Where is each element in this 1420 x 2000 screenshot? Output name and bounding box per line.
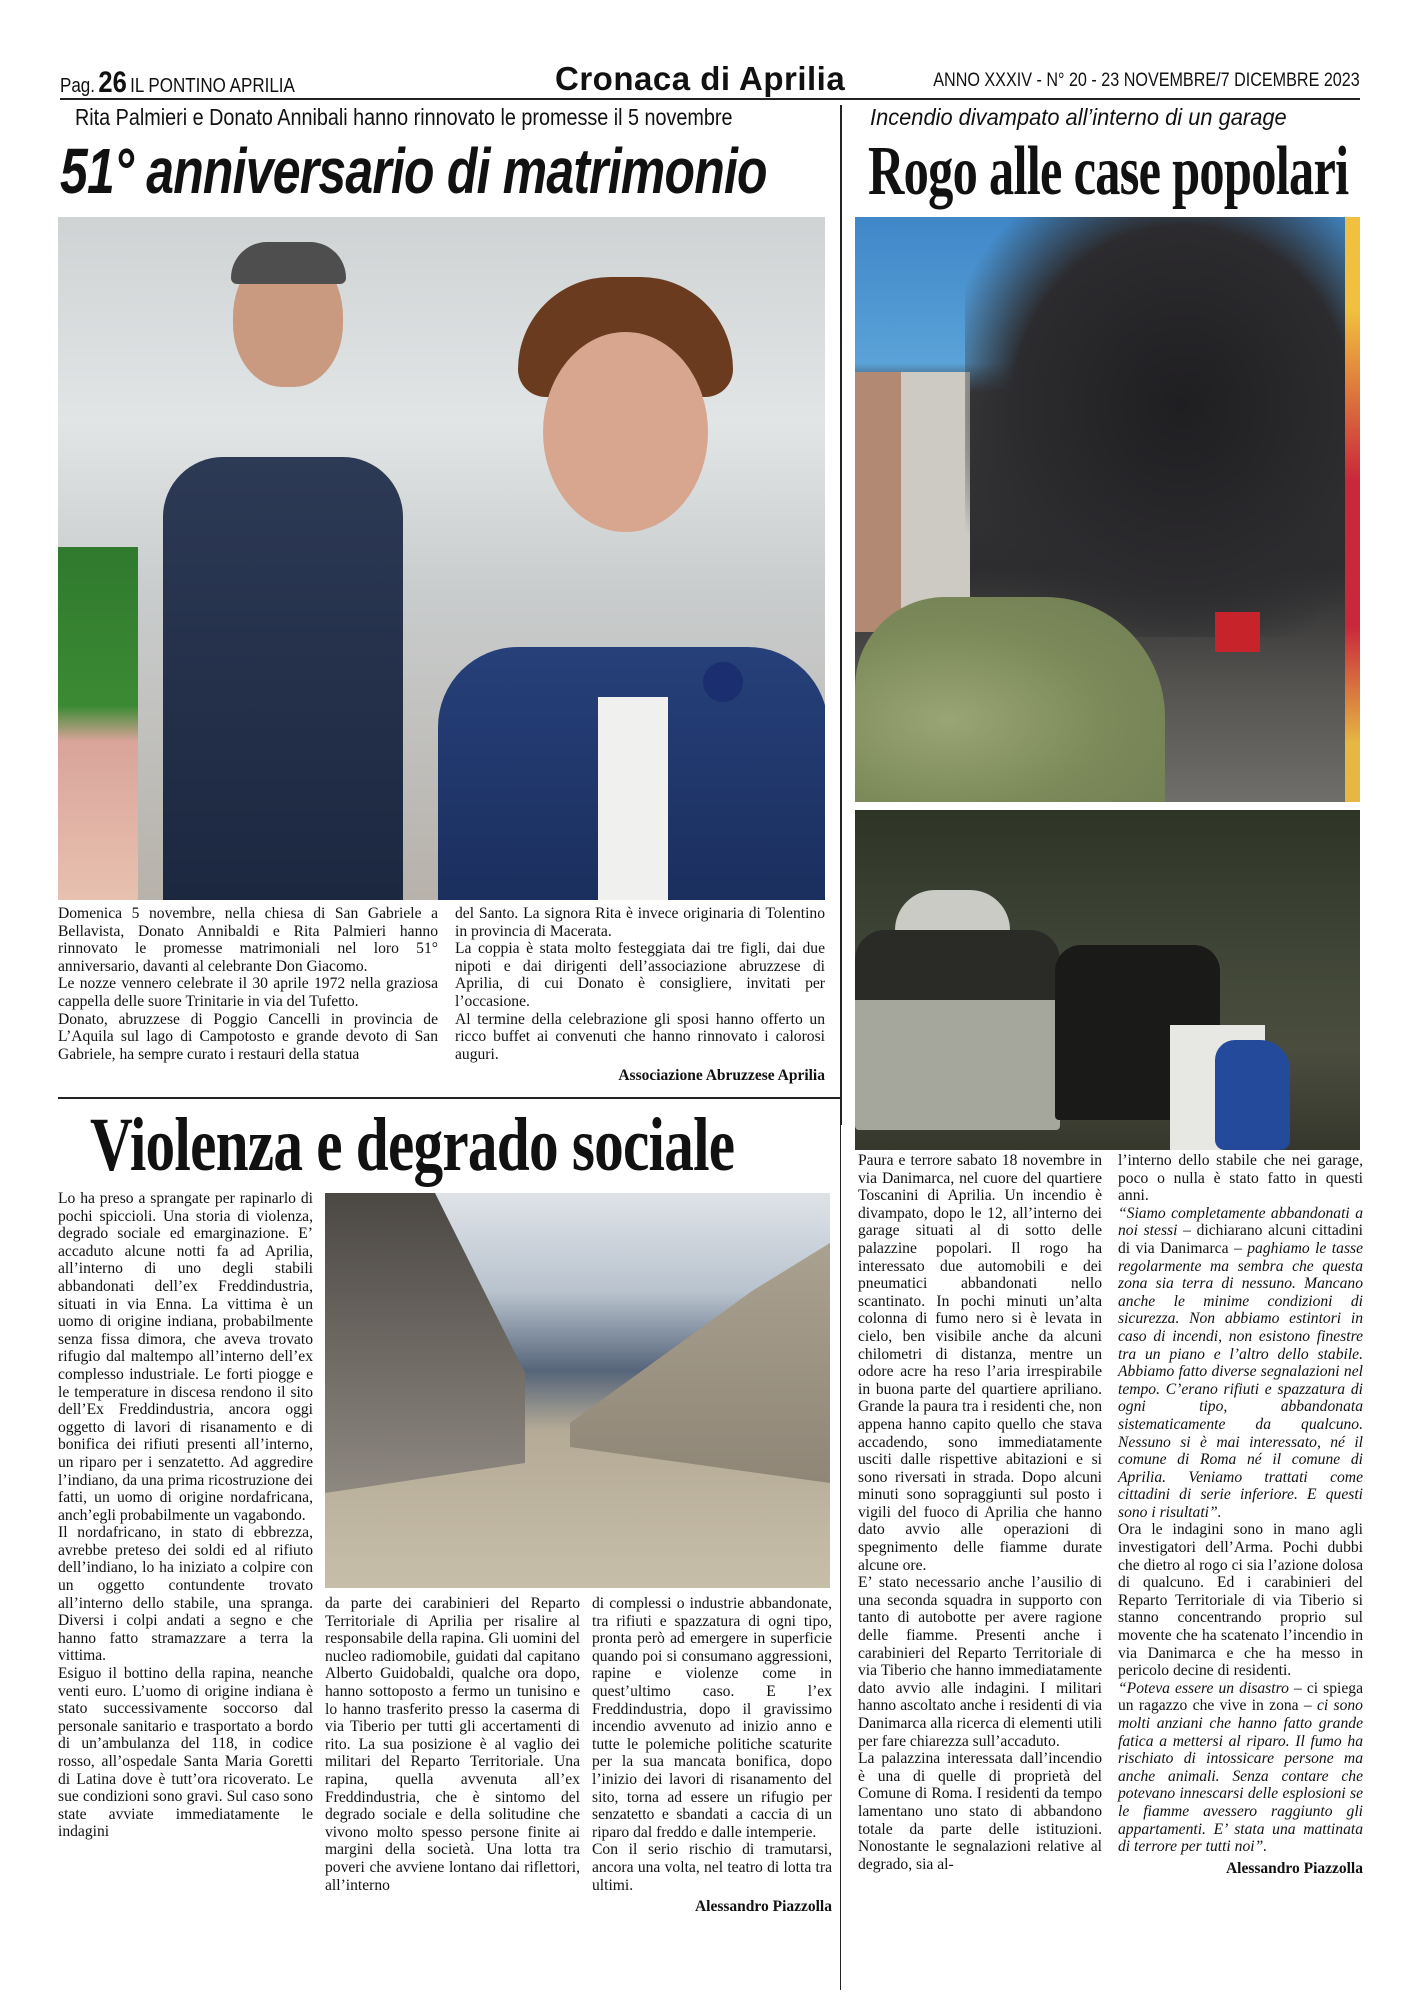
paragraph: La coppia è stata molto festeggiata dai tre figli, dai due nipoti e dai dirigenti dell’associazione abruzzese di Aprilia, di cui Donato è consigliere, invitati per l’occasione. <box>455 940 825 1010</box>
quote-text: “Poteva essere un disastro <box>1118 1679 1289 1697</box>
fire-headline: Rogo alle case popolari <box>868 133 1349 210</box>
paragraph: l’interno dello stabile che nei garage, poco o nulla è stato fatto in questi anni. <box>1118 1152 1363 1205</box>
page-prefix: Pag. <box>60 75 95 97</box>
page-label <box>60 66 295 100</box>
paragraph: di complessi o industrie abbandonate, tra rifiuti e spazzatura di ogni tipo, pronta però ad emergere in superficie quando poi si consumano aggressioni, rapine e violenze come in quest’ultimo caso. E l’ex Freddindustria, dopo il gravissimo incendio avvenuto ad inizio anno e tutte le polemiche politiche scaturite per la sua mancata bonifica, dopo l’inizio dei lavori di risanamento del sito, torna ad essere un rifugio per senzatetto e sbandati a caccia di un riparo dal freddo e dalle intemperie. <box>592 1595 832 1841</box>
quote-attribution: – dichiarano alcuni cittadini di via Danimarca – <box>1118 1222 1363 1257</box>
fire-column-1 <box>858 1152 1102 1873</box>
anniversary-kicker: Rita Palmieri e Donato Annibali hanno rinnovato le promesse il 5 novembre <box>75 104 733 130</box>
anniversary-column-1 <box>58 905 438 1063</box>
couple-photo <box>58 217 825 900</box>
fire-truck <box>1215 612 1260 652</box>
silver-car <box>855 930 1060 1130</box>
section-divider <box>58 1097 841 1099</box>
violence-column-3 <box>592 1595 832 1916</box>
paragraph: Le nozze vennero celebrate il 30 aprile 1972 nella graziosa cappella delle suore Trinitarie in via del Tufetto. <box>58 975 438 1010</box>
balcony-railing <box>1345 217 1360 802</box>
quote-paragraph <box>1118 1205 1363 1522</box>
fire-kicker: Incendio divampato all’interno di un garage <box>870 104 1287 130</box>
quote-paragraph <box>1118 1680 1363 1856</box>
fire-signature: Alessandro Piazzolla <box>1225 1859 1363 1877</box>
violence-column-2 <box>325 1595 580 1894</box>
brooch <box>703 662 743 702</box>
blue-bag <box>1215 1040 1290 1150</box>
anniversary-signature: Associazione Abruzzese Aprilia <box>618 1067 825 1085</box>
paragraph: Al termine della celebrazione gli sposi hanno offerto un ricco buffet ai convenuti che hanno rinnovato i calorosi auguri. <box>455 1010 825 1063</box>
paragraph: La palazzina interessata dall’incendio è una di quelle di proprietà del Comune di Roma. I residenti da tempo lamentano uno stato di abbandono totale da parte delle istituzioni. Nonostante le segnalazioni relative al degrado, sia al- <box>858 1750 1102 1873</box>
abandoned-warehouse-left <box>325 1193 525 1493</box>
issue-info: ANNO XXXIV - N° 20 - 23 NOVEMBRE/7 DICEMBRE 2023 <box>933 70 1360 91</box>
violence-column-1 <box>58 1190 313 1841</box>
quote-text: ci sono molti anziani che hanno fatto grande fatica a mettersi al riparo. Il fumo ha rischiato di intossicare persone ma anche animali. Senza contare che potevano innescarsi delle esplosioni se le fiamme avessero raggiunto gli appartamenti. E’ stata una mattinata di terrore per tutti noi”. <box>1118 1697 1363 1856</box>
paragraph: da parte dei carabinieri del Reparto Territoriale di Aprilia per risalire al responsabile della rapina. Gli uomini del nucleo radiomobile, guidati dal capitano Alberto Guidobaldi, qualche ora dopo, hanno sottoposto a fermo un tunisino e lo hanno trasferito presso la caserma di via Tiberio per tutti gli accertamenti di rito. La sua posizione è al vaglio dei militari del Reparto Territoriale. Una rapina, quella avvenuta all’ex Freddindustria, che è sintomo del degrado sociale e della solitudine che vivono molto spesso persone finite ai margini della società. Una lotta tra poveri che avviene lontano dai riflettori, all’interno <box>325 1595 580 1894</box>
page-number: 26 <box>98 66 127 99</box>
fire-photo <box>855 217 1360 802</box>
quote-text: “Siamo completamente abbandonati a noi stessi <box>1118 1204 1363 1240</box>
paragraph: E’ stato necessario anche l’ausilio di una seconda squadra in supporto con tanto di autobotte per avere ragione delle fiamme. Presenti anche i carabinieri del Reparto Territoriale di via Tiberio che hanno immediatamente dato avvio alle indagini. I militari hanno ascoltato anche i residenti di via Danimarca alla ricerca di elementi utili per fare chiarezza sull’accaduto. <box>858 1574 1102 1750</box>
trees <box>855 597 1165 802</box>
column-divider <box>840 1125 841 1990</box>
violence-headline: Violenza e degrado sociale <box>90 1103 735 1187</box>
paragraph: Con il serio rischio di tramutarsi, ancora una volta, nel teatro di lotta tra ultimi. <box>592 1841 832 1894</box>
man-hair <box>231 242 346 284</box>
quote-attribution: – ci spiega un ragazzo che vive in zona – <box>1118 1679 1363 1715</box>
paragraph: Paura e terrore sabato 18 novembre in via Danimarca, nel cuore del quartiere Toscanini di Aprilia. Un incendio è divampato, dopo le 12, all’interno dei garage situati al di sotto delle palazzine popolari. Il rogo ha interessato due automobili e dei pneumatici abbandonati nello scantinato. In pochi minuti un’alta colonna di fumo nero si è levata in cielo, ben visibile anche da alcuni chilometri di distanza, mentre un odore acre ha reso l’aria irrespirabile in buona parte del quartiere apriliano. Grande la paura tra i residenti che, non appena hanno capito quello che stava accadendo, sono immediatamente usciti dalle rispettive abitazioni e si sono riversati in strada. Dopo alcuni minuti sono sopraggiunti sul posto i vigili del fuoco di Aprilia che hanno dato avvio alle operazioni di spegnimento delle fiamme durate alcune ore. <box>858 1152 1102 1574</box>
woman-blouse <box>598 697 668 900</box>
flower-bouquet <box>58 547 138 900</box>
quote-text: paghiamo le tasse regolarmente ma sembra che questa zona sia terra di nessuno. Mancano anche le minime condizioni di sicurezza. Non abbiamo estintori in caso di incendi, non esistono finestre tra un piano e l’altro dello stabile. Abbiamo fatto diverse segnalazioni nel tempo. C’erano rifiuti e spazzatura di ogni tipo, abbandonata sistematicamente da qualcuno. Nessuno si è mai interessato, né il comune di Roma né il comune di Aprilia. Veniamo trattati come cittadini di serie inferiore. E questi sono i risultati”. <box>1118 1239 1363 1521</box>
paragraph: Lo ha preso a sprangate per rapinarlo di pochi spiccioli. Una storia di violenza, degrado sociale ed emarginazione. E’ accaduto alcune notti fa ad Aprilia, all’interno di uno degli stabili abbandonati dell’ex Freddindustria, situati in via Enna. La vittima è un uomo di origine indiana, probabilmente senza fissa dimora, che aveva trovato rifugio dal maltempo all’interno dell’ex complesso industriale. Le forti piogge e le temperature in discesa rendono il sito dell’Ex Freddindustria, ancora oggi oggetto di lavori di risanamento e di bonifica dei rifiuti presenti all’interno, un riparo per i senzatetto. Ad aggredire l’indiano, da una prima ricostruzione dei fatti, un uomo di origine nordafricana, anch’egli probabilmente un vagabondo. <box>58 1190 313 1524</box>
masthead <box>60 62 1360 100</box>
section-title: Cronaca di Aprilia <box>555 60 846 97</box>
anniversary-headline: 51° anniversario di matrimonio <box>60 135 767 207</box>
paragraph: Donato, abruzzese di Poggio Cancelli in provincia de L’Aquila sul lago di Campotosto e grande devoto di San Gabriele, ha sempre curato i restauri della statua <box>58 1010 438 1063</box>
column-divider <box>840 105 842 1125</box>
woman-head <box>543 332 708 532</box>
smoke-cloud <box>965 217 1360 637</box>
paragraph: del Santo. La signora Rita è invece originaria di Tolentino in provincia di Macerata. <box>455 905 825 940</box>
paragraph: Ora le indagini sono in mano agli investigatori dell’Arma. Pochi dubbi che dietro al rogo ci sia l’azione dolosa di qualcuno. Ed i carabinieri del Reparto Territoriale di via Tiberio si stanno concentrando proprio sul movente che ha scatenato l’incendio in via Danimarca e che ha messo in pericolo decine di residenti. <box>1118 1521 1363 1680</box>
warehouse-right <box>570 1243 830 1483</box>
paragraph: Il nordafricano, in stato di ebbrezza, avrebbe preteso dei soldi ed al rifiuto dell’indiano, lo ha iniziato a colpire con un oggetto contundente trovato all’interno dello stabile, una spranga. Diversi i colpi andati a segno e che hanno fatto stramazzare a terra la vittima. <box>58 1524 313 1665</box>
paragraph: Domenica 5 novembre, nella chiesa di San Gabriele a Bellavista, Donato Annibaldi e Rita Palmieri hanno rinnovato le promesse matrimoniali nel loro 51° anniversario, davanti al celebrante Don Giacomo. <box>58 905 438 975</box>
man-figure <box>163 457 403 900</box>
paragraph: Esiguo il bottino della rapina, neanche venti euro. L’uomo di origine indiana è stato successivamente soccorso dal personale sanitario e trasportato a bordo di un’ambulanza del 118, in codice rosso, all’ospedale Santa Maria Goretti di Latina dove è tutt’ora ricoverato. Le sue condizioni sono gravi. Sul caso sono state avviate immediatamente le indagini <box>58 1665 313 1841</box>
fire-column-2 <box>1118 1152 1363 1877</box>
apartment-building <box>855 372 970 632</box>
publication-name: IL PONTINO APRILIA <box>130 75 295 97</box>
anniversary-column-2 <box>455 905 825 1085</box>
garage-photo <box>855 810 1360 1150</box>
industrial-site-photo <box>325 1193 830 1588</box>
violence-signature: Alessandro Piazzolla <box>694 1898 832 1916</box>
